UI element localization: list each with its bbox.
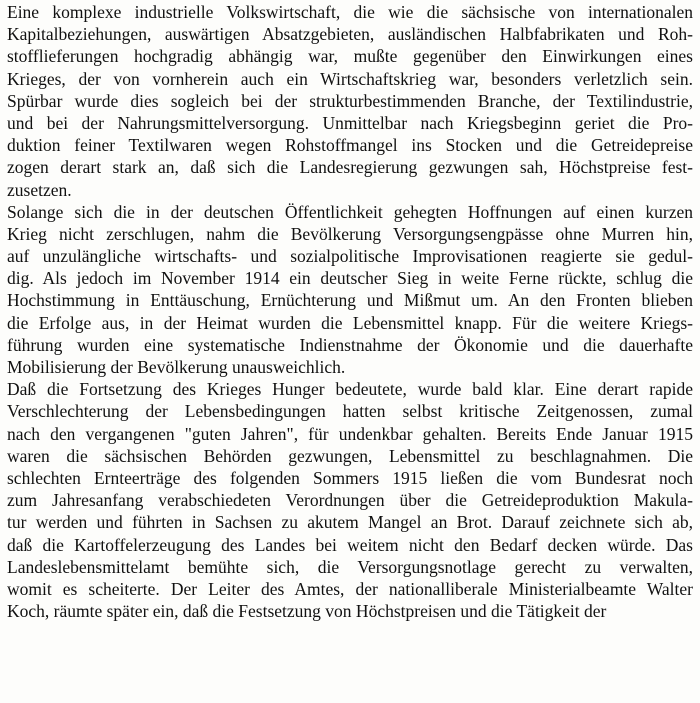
text-line: duktion feiner Textilwaren wegen Rohstoffmangel ins Stocken und die Getreidepreise (7, 135, 693, 156)
text-line: dig. Als jedoch im November 1914 ein deutscher Sieg in weite Ferne rückte, schlug die (7, 268, 693, 289)
text-line: zogen derart stark an, daß sich die Landesregierung gezwungen sah, Höchstpreise fest- (7, 157, 693, 178)
text-line: und bei der Nahrungsmittelversorgung. Unmittelbar nach Kriegsbeginn geriet die Pro- (7, 112, 693, 133)
text-line: schlechten Ernteerträge des folgenden Sommers 1915 ließen die vom Bundesrat noch (7, 467, 693, 488)
text-line: nach den vergangenen "guten Jahren", für undenkbar gehalten. Bereits Ende Januar 1915 (7, 423, 693, 444)
text-line: stofflieferungen hochgradig abhängig war, mußte gegenüber den Einwirkungen eines (7, 46, 693, 67)
text-line: Eine komplexe industrielle Volkswirtschaft, die wie die sächsische von internationalen (7, 2, 693, 22)
text-line: Koch, räumte später ein, daß die Festsetzung von Höchstpreisen und die Tätigkeit der (7, 601, 607, 622)
paragraph-3 (7, 378, 693, 622)
text-line: tur werden und führten in Sachsen zu akutem Mangel an Brot. Darauf zeichnete sich ab, (7, 512, 693, 533)
text-line: Krieges, der von vornherein auch ein Wirtschaftskrieg war, besonders verletzlich sein. (7, 68, 693, 89)
text-line: zusetzen. (7, 179, 72, 200)
text-line: Solange sich die in der deutschen Öffentlichkeit gehegten Hoffnungen auf einen kurzen (7, 201, 693, 222)
text-line: waren die sächsischen Behörden gezwungen, Lebensmittel zu beschlagnahmen. Die (7, 445, 693, 466)
body-text (7, 1, 693, 622)
text-line: womit es scheiterte. Der Leiter des Amtes, der nationalliberale Ministerialbeamte Walter (7, 578, 693, 599)
paragraph-2 (7, 201, 693, 379)
text-line: Kapitalbeziehungen, auswärtigen Absatzgebieten, ausländischen Halbfabrikaten und Roh- (7, 24, 693, 45)
text-line: die Erfolge aus, in der Heimat wurden die Lebensmittel knapp. Für die weitere Kriegs- (7, 312, 693, 333)
text-line: Landeslebensmittelamt bemühte sich, die Versorgungsnotlage gerecht zu verwalten, (7, 556, 693, 577)
paragraph-1 (7, 1, 693, 201)
text-line: Spürbar wurde dies sogleich bei der strukturbestimmenden Branche, der Textilindustrie, (7, 90, 693, 111)
text-line: Hochstimmung in Enttäuschung, Ernüchterung und Mißmut um. An den Fronten blieben (7, 290, 693, 311)
text-line: Mobilisierung der Bevölkerung unausweichlich. (7, 357, 346, 377)
text-line: führung wurden eine systematische Indienstnahme der Ökonomie und die dauerhafte (7, 334, 693, 355)
text-line: Daß die Fortsetzung des Krieges Hunger bedeutete, wurde bald klar. Eine derart rapide (7, 379, 693, 400)
text-line: Krieg nicht zerschlugen, nahm die Bevölkerung Versorgungsengpässe ohne Murren hin, (7, 223, 693, 244)
text-line: daß die Kartoffelerzeugung des Landes bei weitem nicht den Bedarf decken würde. Das (7, 534, 693, 555)
text-line: Verschlechterung der Lebensbedingungen hatten selbst kritische Zeitgenossen, zumal (7, 401, 693, 422)
text-line: zum Jahresanfang verabschiedeten Verordnungen über die Getreideproduktion Makula- (7, 490, 693, 511)
text-line: auf unzulängliche wirtschafts- und sozialpolitische Improvisationen reagierte sie gedul- (7, 246, 693, 267)
